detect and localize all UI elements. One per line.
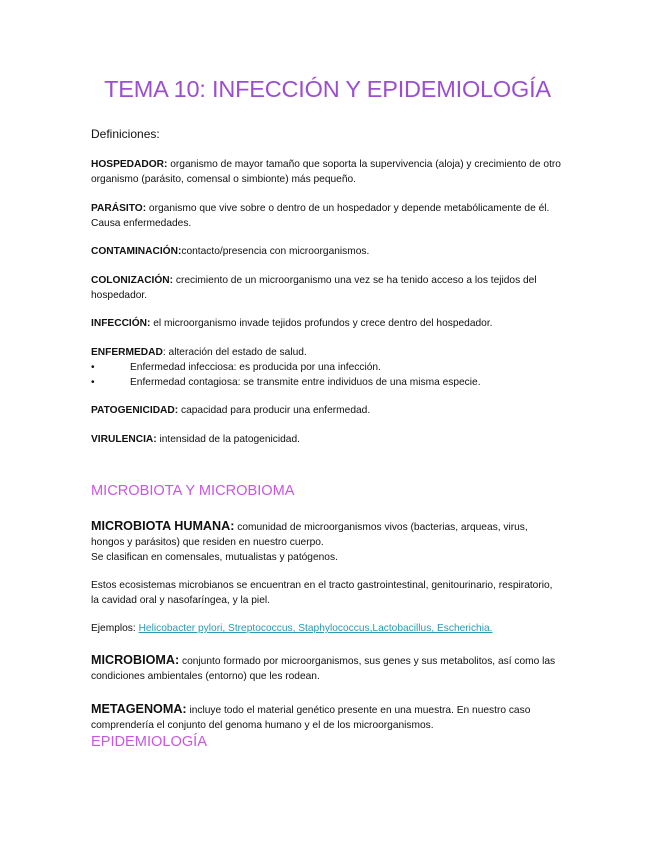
- term: HOSPEDADOR:: [91, 159, 168, 170]
- definition-text: intensidad de la patogenicidad.: [156, 434, 300, 445]
- examples-link[interactable]: Helicobacter pylori, Streptococcus, Staphylococcus,Lactobacillus, Escherichia.: [138, 623, 493, 634]
- examples-paragraph: [91, 621, 561, 636]
- definition-text: crecimiento de un microorganismo una vez se ha tenido acceso a los tejidos del hospedador.: [91, 275, 537, 301]
- definition-microbiota-humana: [91, 519, 561, 565]
- ecosystems-paragraph: Estos ecosistemas microbianos se encuentran en el tracto gastrointestinal, genitourinario, respiratorio, la cavidad oral y nasofaríngea, y la piel.: [91, 580, 553, 606]
- term: INFECCIÓN:: [91, 318, 151, 329]
- bullet-icon: •: [91, 377, 95, 388]
- definition-metagenoma: [91, 702, 561, 733]
- definition-text: organismo que vive sobre o dentro de un hospedador y depende metabólicamente de él. Causa enfermedades.: [91, 203, 550, 229]
- bullet-text: Enfermedad infecciosa: es producida por una infección.: [130, 362, 381, 373]
- classification-text: Se clasifican en comensales, mutualistas y patógenos.: [91, 552, 338, 563]
- definition-text: comunidad de microorganismos vivos (bacterias, arqueas, virus, hongos y parásitos) que residen en nuestro cuerpo.: [91, 522, 528, 548]
- definition-text: conjunto formado por microorganismos, sus genes y sus metabolitos, así como las condiciones ambientales (entorno) que les rodean.: [91, 656, 556, 682]
- section-heading-microbiota: MICROBIOTA Y MICROBIOMA: [91, 483, 295, 499]
- bullet-text: Enfermedad contagiosa: se transmite entre individuos de una misma especie.: [130, 377, 481, 388]
- term: COLONIZACIÓN:: [91, 275, 174, 286]
- definitions-heading: Definiciones:: [91, 127, 160, 141]
- definition-text: el microorganismo invade tejidos profundos y crece dentro del hospedador.: [150, 318, 493, 329]
- definition-text: organismo de mayor tamaño que soporta la supervivencia (aloja) y crecimiento de otro organismo (parásito, comensal o simbionte) más pequeño.: [91, 159, 561, 185]
- definition-enfermedad: [91, 345, 561, 360]
- examples-label: Ejemplos:: [91, 623, 139, 634]
- definition-patogenicidad: [91, 403, 561, 418]
- definition-hospedador: [91, 157, 561, 187]
- definition-microbioma: [91, 653, 561, 684]
- term: CONTAMINACIÓN:: [91, 246, 182, 257]
- term: ENFERMEDAD: [91, 347, 163, 358]
- term: PATOGENICIDAD:: [91, 405, 179, 416]
- definition-text: capacidad para producir una enfermedad.: [178, 405, 371, 416]
- definition-virulencia: [91, 432, 561, 447]
- page-title: TEMA 10: INFECCIÓN Y EPIDEMIOLOGÍA: [104, 76, 551, 102]
- term: MICROBIOTA HUMANA:: [91, 519, 235, 533]
- term: PARÁSITO:: [91, 203, 147, 214]
- term: MICROBIOMA:: [91, 653, 180, 667]
- term: METAGENOMA:: [91, 702, 187, 716]
- definition-text: contacto/presencia con microorganismos.: [181, 246, 370, 257]
- definition-infeccion: [91, 316, 561, 331]
- bullet-icon: •: [91, 362, 95, 373]
- section-heading-epidemiologia: EPIDEMIOLOGÍA: [91, 734, 207, 750]
- definition-contaminacion: [91, 244, 561, 259]
- definition-parasito: [91, 201, 561, 231]
- definition-colonizacion: [91, 273, 561, 303]
- definition-text: incluye todo el material genético presente en una muestra. En nuestro caso comprendería el conjunto del genoma humano y el de los microorganismos.: [91, 705, 531, 731]
- term: VIRULENCIA:: [91, 434, 157, 445]
- definition-text: : alteración del estado de salud.: [162, 347, 307, 358]
